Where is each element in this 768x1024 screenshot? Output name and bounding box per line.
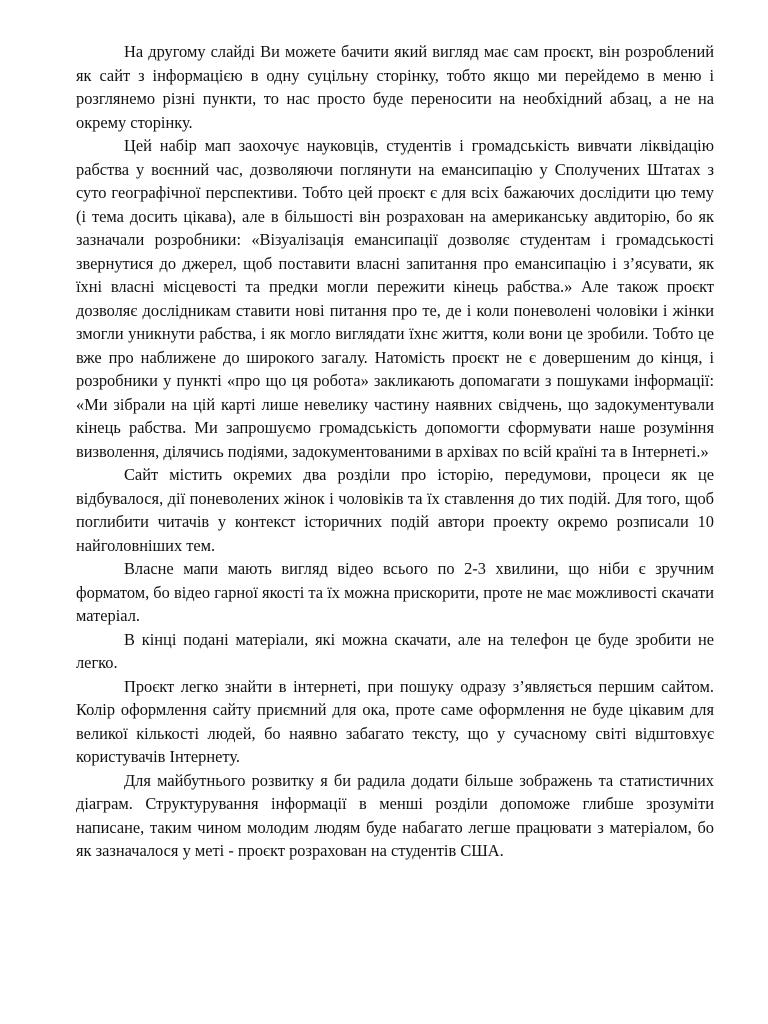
paragraph-downloadable-materials: В кінці подані матеріали, які можна скачати, але на телефон це буде зробити не легко. bbox=[76, 629, 714, 672]
paragraph-future-development: Для майбутнього розвитку я би радила додати більше зображень та статистичних діаграм. Структурування інформації в менші розділи допоможе глибше зрозуміти написане, таким чином молодим людям буде набагато легше працювати з матеріалом, бо як зазначалося у меті - проєкт розрахован на студентів США. bbox=[76, 770, 714, 860]
document-page bbox=[76, 40, 714, 863]
paragraph-site-design: Проєкт легко знайти в інтернеті, при пошуку одразу з’являється першим сайтом. Колір оформлення сайту приємний для ока, проте саме оформлення не буде цікавим для великої кількості людей, бо наявно забагато тексту, що у сучасному світі відштовхує користувачів Інтернету. bbox=[76, 676, 714, 766]
paragraph-project-overview: На другому слайді Ви можете бачити який вигляд має сам проєкт, він розроблений як сайт з інформацією в одну суцільну сторінку, тобто якщо ми перейдемо в меню і розглянемо різні пункти, то нас просто буде переносити на необхідний абзац, а не на окрему сторінку. bbox=[76, 42, 714, 132]
paragraph-map-videos: Власне мапи мають вигляд відео всього по 2-3 хвилини, що ніби є зручним форматом, бо відео гарної якості та їх можна прискорити, проте не має можливості скачати матеріал. bbox=[76, 559, 714, 625]
paragraph-site-sections: Сайт містить окремих два розділи про історію, передумови, процеси як це відбувалося, дії поневолених жінок і чоловіків та їх ставлення до тих подій. Для того, щоб поглибити читачів у контекст історичних подій автори проекту окремо розписали 10 найголовніших тем. bbox=[76, 465, 714, 555]
paragraph-map-set-purpose: Цей набір мап заохочує науковців, студентів і громадськість вивчати ліквідацію рабства у воєнний час, дозволяючи поглянути на емансипацію у Сполучених Штатах з суто географічної перспективи. Тобто цей проєкт є для всіх бажаючих дослідити цю тему (і тема досить цікава), але в більшості він розрахован на американську авдиторію, бо як зазначали розробники: «Візуалізація емансипації дозволяє студентам і громадськості звернутися до джерел, щоб поставити власні запитання про емансипацію і з’ясувати, як їхні власні місцевості та предки могли пережити кінець рабства.» Але також проєкт дозволяє дослідникам ставити нові питання про те, де і коли поневолені чоловіки і жінки змогли уникнути рабства, і як могло виглядати їхнє життя, коли вони це зробили. Тобто це вже про наближене до широкого загалу. Натомість проєкт не є довершеним до кінця, і розробники у пункті «про що ця робота» закликають допомагати з пошуками інформації: «Ми зібрали на цій карті лише невелику частину наявних свідчень, що задокументували кінець рабства. Ми запрошуємо громадськість допомогти сформувати наше розуміння визволення, ділячись подіями, задокументованими в архівах по всій країні та в Інтернеті.» bbox=[76, 136, 714, 461]
